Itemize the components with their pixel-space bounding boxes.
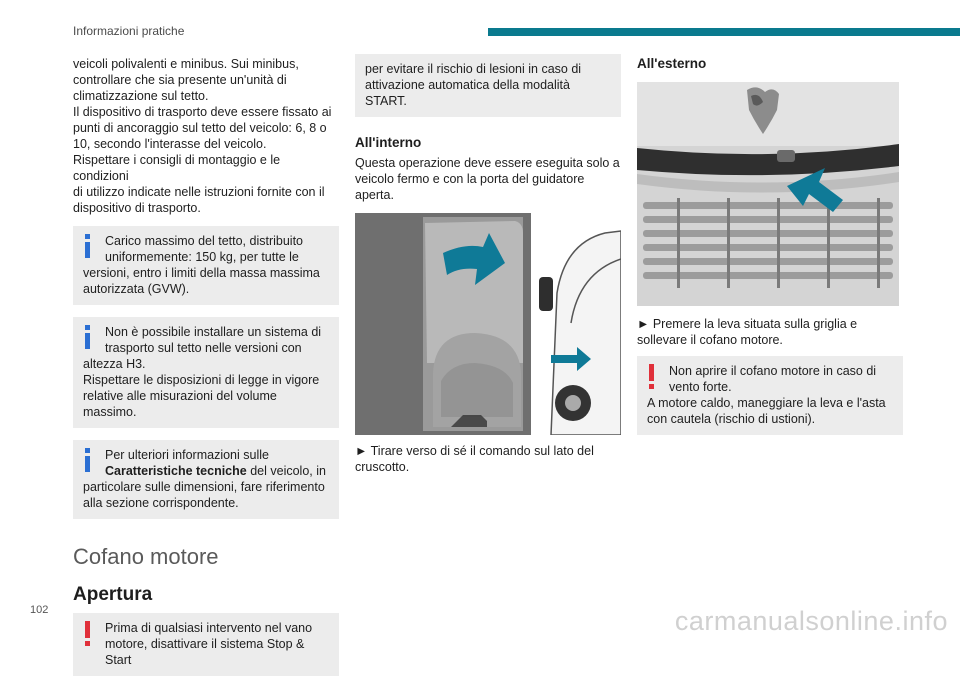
info-icon xyxy=(81,325,95,351)
grille-illustration xyxy=(637,82,899,306)
caption-line: cruscotto. xyxy=(355,460,410,474)
info-note-h3 xyxy=(73,317,339,428)
note-line: con cautela (rischio di ustioni). xyxy=(647,412,816,426)
heading-interior: All'interno xyxy=(355,135,422,150)
warning-note-wind xyxy=(637,356,903,435)
figure-exterior-lever xyxy=(637,82,899,306)
interior-lever-illustration xyxy=(355,213,621,435)
intro-line: Il dispositivo di trasporto deve essere fissato ai xyxy=(73,105,332,119)
warning-icon xyxy=(645,364,659,390)
running-header: Informazioni pratiche xyxy=(73,24,185,38)
warning-note-stop-start xyxy=(73,613,339,676)
intro-line: punti di ancoraggio sul tetto del veicolo: 6, 8 o xyxy=(73,121,327,135)
note-line: particolare sulle dimensioni, fare riferimento xyxy=(83,480,325,494)
note-line: versioni, entro i limiti della massa massima xyxy=(83,266,320,280)
note-line-rest: del veicolo, in xyxy=(246,464,326,478)
note-line: per evitare il rischio di lesioni in caso di xyxy=(365,62,582,76)
column-1 xyxy=(73,56,339,676)
info-icon xyxy=(81,448,95,474)
note-line: A motore caldo, maneggiare la leva e l'asta xyxy=(647,396,886,410)
note-line xyxy=(83,463,331,479)
note-line: Per ulteriori informazioni sulle xyxy=(105,448,269,462)
note-line: motore, disattivare il sistema Stop & Start xyxy=(105,637,305,667)
note-line: vento forte. xyxy=(669,380,732,394)
intro-line: di utilizzo indicate nelle istruzioni fornite con il xyxy=(73,185,325,199)
column-2 xyxy=(355,54,621,475)
note-line: Prima di qualsiasi intervento nel vano xyxy=(105,621,313,635)
caption-line: ► Tirare verso di sé il comando sul lato del xyxy=(355,444,594,458)
intro-line: 10, secondo l'interasse del veicolo. xyxy=(73,137,267,151)
note-line: uniformemente: 150 kg, per tutte le xyxy=(105,250,299,264)
body-line: veicolo fermo e con la porta del guidatore aperta. xyxy=(355,172,585,202)
intro-line: Rispettare i consigli di montaggio e le condizioni xyxy=(73,153,281,183)
subsection-title: Apertura xyxy=(73,584,153,605)
specs-reference: Caratteristiche tecniche xyxy=(105,464,247,478)
warning-icon xyxy=(81,621,95,647)
note-line: Non è possibile installare un sistema di xyxy=(105,325,322,339)
page-number: 102 xyxy=(30,604,49,616)
intro-line: climatizzazione sul tetto. xyxy=(73,89,209,103)
intro-line: controllare che sia presente un'unità di xyxy=(73,73,287,87)
intro-line: veicoli polivalenti e minibus. Sui minibus, xyxy=(73,57,299,71)
body-line: Questa operazione deve essere eseguita solo a xyxy=(355,156,620,170)
note-line: alla sezione corrispondente. xyxy=(83,496,239,510)
caption-line: ► Premere la leva situata sulla griglia e xyxy=(637,317,858,331)
hood-lever xyxy=(777,150,795,162)
info-note-specs xyxy=(73,440,339,519)
watermark: carmanualsonline.info xyxy=(674,606,948,636)
note-line: attivazione automatica della modalità START. xyxy=(365,78,570,108)
note-line: Non aprire il cofano motore in caso di xyxy=(669,364,877,378)
section-title: Cofano motore xyxy=(73,544,219,569)
note-line: Rispettare le disposizioni di legge in vigore xyxy=(83,373,320,387)
note-line: trasporto sul tetto nelle versioni con xyxy=(105,341,302,355)
header-accent-bar xyxy=(488,28,960,36)
note-line: relative alle misurazioni del volume massimo. xyxy=(83,389,277,419)
intro-line: dispositivo di trasporto. xyxy=(73,201,201,215)
figure-interior-lever xyxy=(355,213,621,435)
info-icon xyxy=(81,234,95,260)
note-line: Carico massimo del tetto, distribuito xyxy=(105,234,303,248)
note-line: autorizzata (GVW). xyxy=(83,282,190,296)
caption-line: sollevare il cofano motore. xyxy=(637,333,783,347)
column-3 xyxy=(637,56,903,435)
note-line: altezza H3. xyxy=(83,357,146,371)
heading-exterior: All'esterno xyxy=(637,56,707,71)
info-note-roof-load xyxy=(73,226,339,305)
warning-note-continued xyxy=(355,54,621,117)
